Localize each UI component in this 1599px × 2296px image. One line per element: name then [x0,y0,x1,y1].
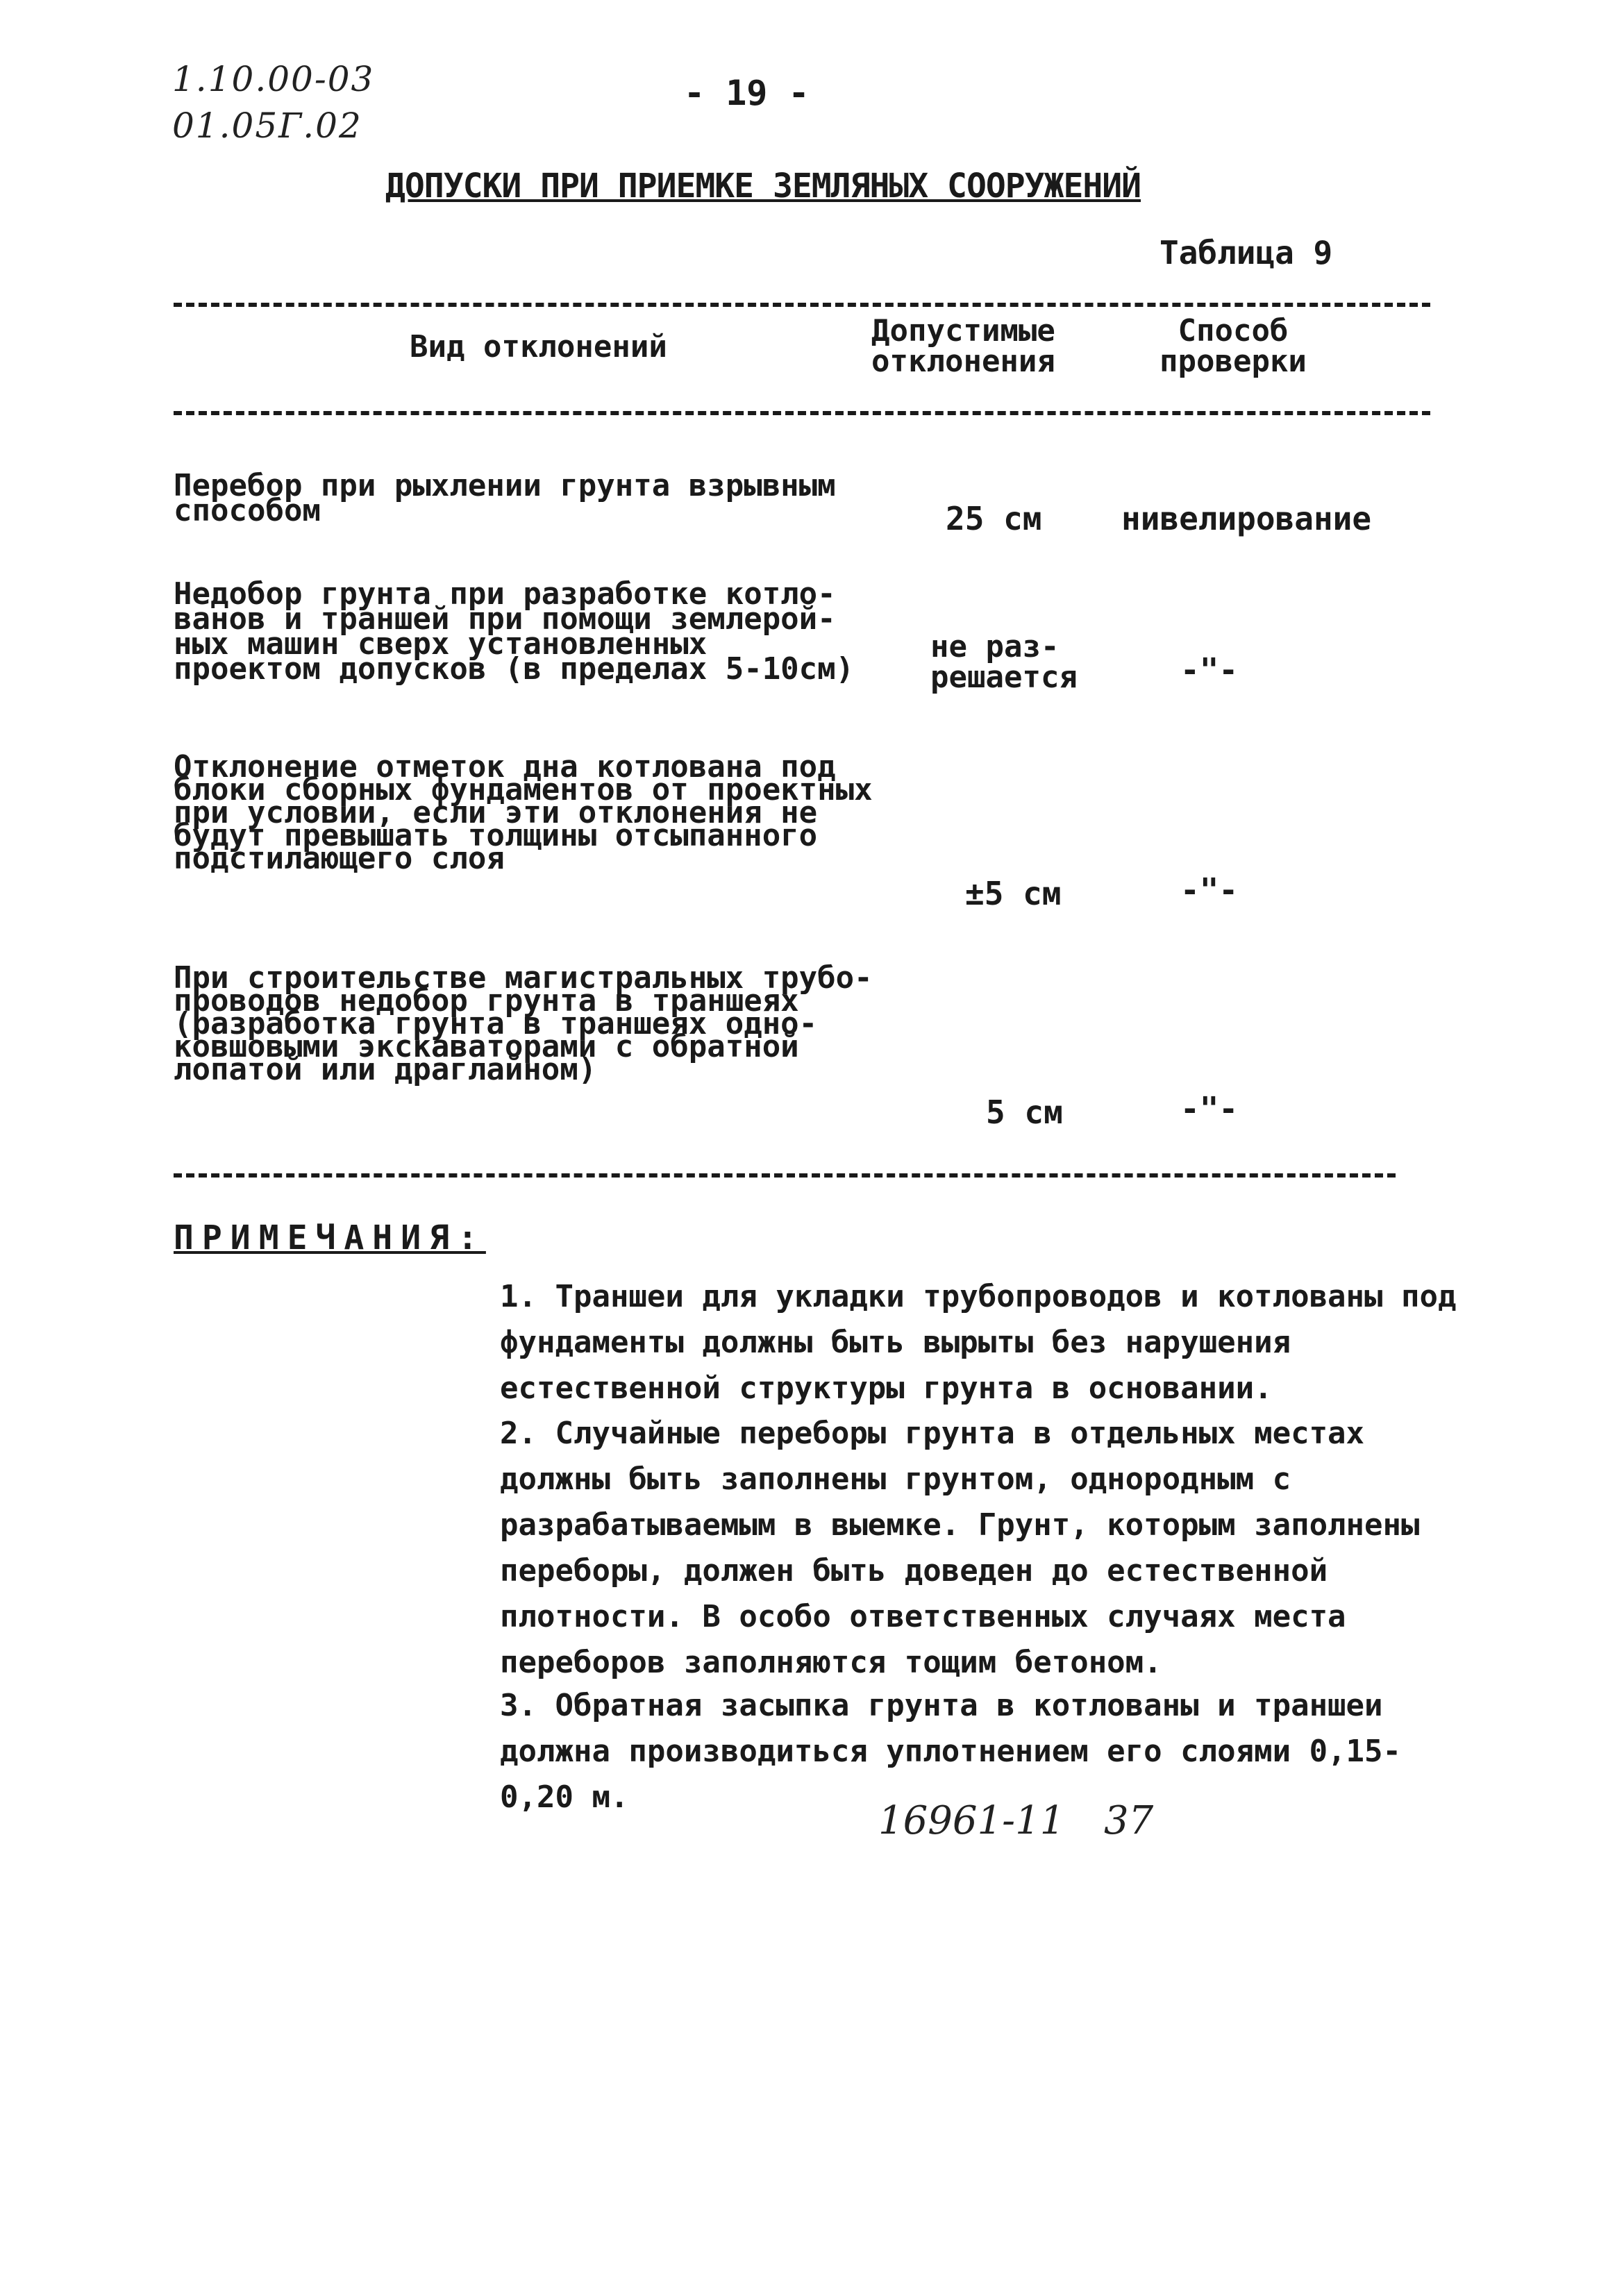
table-row-3-kind: Отклонение отметок дна котлована под блоки сборных фундаментов от проектных при условии, если эти отклонения не будут превышать толщины отсыпанного подстилающего слоя [174,749,873,876]
table-label: Таблица 9 [1160,234,1333,271]
page-title: ДОПУСКИ ПРИ ПРИЕМКЕ ЗЕМЛЯНЫХ СООРУЖЕНИЙ [385,167,1141,206]
table-header-rule [174,411,1430,415]
table-row-2-method: -"- [1180,651,1239,689]
table-row-1-allowed: 25 см [946,500,1042,537]
table-row-2-kind: Недобор грунта при разработке котло- ванов и траншей при помощи землерой- ных машин сверх установленных проектом допусков (в пределах 5-10см) [174,576,855,687]
table-row-3-allowed: ±5 см [965,875,1062,912]
column-header-method: Способ проверки [1160,313,1307,379]
document-code-2: 01.05Г.02 [172,106,362,146]
table-row-1-method: нивелирование [1121,500,1372,537]
table-row-4-allowed: 5 см [986,1093,1063,1131]
table-row-3-method: -"- [1180,871,1239,909]
table-row-1-kind: Перебор при рыхлении грунта взрывным способом [174,468,836,528]
notes-heading: ПРИМЕЧАНИЯ: [174,1218,486,1257]
table-row-2-allowed: не раз- решается [930,629,1078,695]
page-number: - 19 - [684,73,810,113]
note-3: 3. Обратная засыпка грунта в котлованы и траншеи должна производиться уплотнением его слоями 0,15-0,20 м. [500,1688,1402,1815]
reference-number: 16961-11 [878,1798,1065,1843]
note-1: 1. Траншеи для укладки трубопроводов и котлованы под фундаменты должны быть вырыты без нарушения естественной структуры грунта в основании. [500,1279,1457,1406]
table-top-rule [174,303,1430,307]
table-bottom-rule [174,1173,1396,1178]
column-header-kind: Вид отклонений [410,329,667,364]
table-row-4-method: -"- [1180,1090,1239,1128]
document-code-1: 1.10.00-03 [172,59,375,99]
note-2: 2. Случайные переборы грунта в отдельных местах должны быть заполнены грунтом, однородным с разрабатываемым в выемке. Грунт, которым заполнены переборы, должен быть доведен до естественной плотности. В особо ответственных случаях места переборов заполняются тощим бетоном. [500,1416,1420,1680]
column-header-allowed: Допустимые отклонения [871,313,1055,379]
table-row-4-kind: При строительстве магистральных трубо- проводов недобор грунта в траншеях (разработка грунта в траншеях одно- ковшовыми экскаваторами с обратной лопатой или драглайном) [174,960,873,1087]
sheet-number: 37 [1104,1798,1154,1843]
